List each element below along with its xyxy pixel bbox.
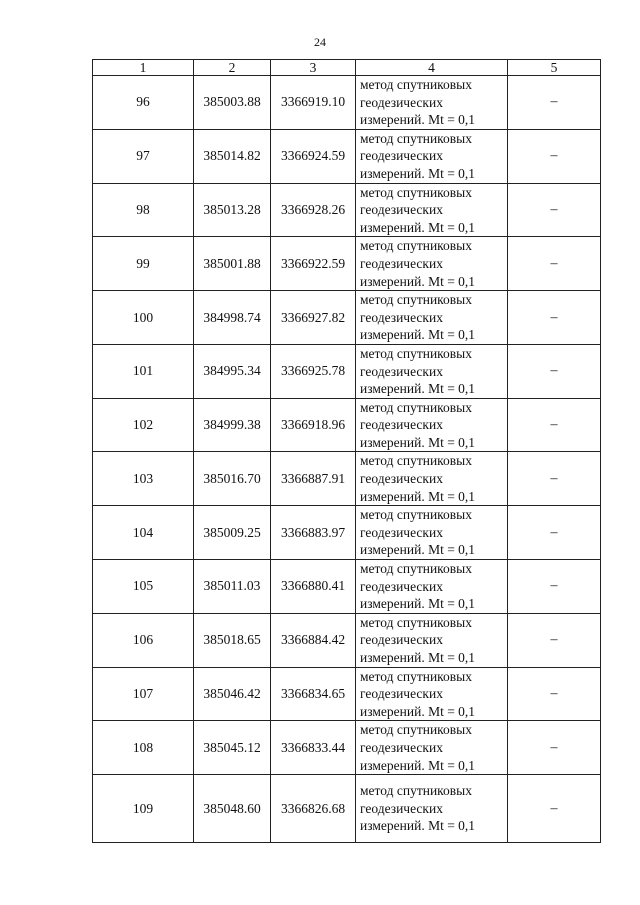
method-line-1: метод спутниковых [360, 238, 472, 254]
point-number-cell: 99 [93, 237, 194, 291]
x-coordinate-cell: 385003.88 [194, 76, 271, 130]
method-line-2: геодезических [360, 739, 443, 755]
method-line-1: метод спутниковых [360, 184, 472, 200]
method-cell [356, 398, 508, 452]
note-cell: – [508, 452, 601, 506]
method-line-2: геодезических [360, 686, 443, 702]
table-row [93, 129, 601, 183]
x-coordinate-cell: 385009.25 [194, 506, 271, 560]
table-row [93, 183, 601, 237]
note-cell: – [508, 775, 601, 843]
page-number: 24 [314, 35, 326, 49]
method-line-3: измерений. Mt = 0,1 [360, 757, 476, 773]
table-row [93, 667, 601, 721]
y-coordinate-cell: 3366927.82 [271, 291, 356, 345]
method-line-2: геодезических [360, 148, 443, 164]
method-cell [356, 452, 508, 506]
point-number-cell: 101 [93, 344, 194, 398]
table-row [93, 506, 601, 560]
column-header-5: 5 [508, 60, 601, 76]
method-cell [356, 129, 508, 183]
note-cell: – [508, 291, 601, 345]
method-line-2: геодезических [360, 363, 443, 379]
method-line-3: измерений. Mt = 0,1 [360, 703, 476, 719]
method-line-2: геодезических [360, 417, 443, 433]
x-coordinate-cell: 385016.70 [194, 452, 271, 506]
method-line-1: метод спутниковых [360, 783, 472, 799]
method-line-3: измерений. Mt = 0,1 [360, 381, 476, 397]
table-row [93, 398, 601, 452]
method-line-3: измерений. Mt = 0,1 [360, 488, 476, 504]
table-row [93, 76, 601, 130]
column-header-4: 4 [356, 60, 508, 76]
method-line-1: метод спутниковых [360, 614, 472, 630]
x-coordinate-cell: 384995.34 [194, 344, 271, 398]
method-line-1: метод спутниковых [360, 507, 472, 523]
method-cell [356, 183, 508, 237]
y-coordinate-cell: 3366883.97 [271, 506, 356, 560]
note-cell: – [508, 237, 601, 291]
table-row [93, 613, 601, 667]
column-header-2: 2 [194, 60, 271, 76]
method-line-3: измерений. Mt = 0,1 [360, 219, 476, 235]
x-coordinate-cell: 384998.74 [194, 291, 271, 345]
method-line-3: измерений. Mt = 0,1 [360, 596, 476, 612]
y-coordinate-cell: 3366925.78 [271, 344, 356, 398]
method-line-3: измерений. Mt = 0,1 [360, 542, 476, 558]
note-cell: – [508, 667, 601, 721]
method-line-2: геодезических [360, 524, 443, 540]
method-line-3: измерений. Mt = 0,1 [360, 650, 476, 665]
coordinates-table [92, 59, 601, 843]
table-row [93, 775, 601, 843]
method-cell [356, 506, 508, 560]
method-line-2: геодезических [360, 800, 443, 816]
y-coordinate-cell: 3366887.91 [271, 452, 356, 506]
note-cell: – [508, 398, 601, 452]
table-header-row [93, 60, 601, 76]
y-coordinate-cell: 3366834.65 [271, 667, 356, 721]
y-coordinate-cell: 3366928.26 [271, 183, 356, 237]
table-row [93, 560, 601, 614]
note-cell: – [508, 613, 601, 667]
method-cell [356, 560, 508, 614]
method-line-1: метод спутниковых [360, 399, 472, 415]
note-cell: – [508, 506, 601, 560]
method-line-1: метод спутниковых [360, 453, 472, 469]
table-row [93, 291, 601, 345]
method-line-2: геодезических [360, 202, 443, 218]
x-coordinate-cell: 385014.82 [194, 129, 271, 183]
note-cell: – [508, 76, 601, 130]
note-cell: – [508, 560, 601, 614]
note-cell: – [508, 129, 601, 183]
method-cell [356, 721, 508, 775]
x-coordinate-cell: 385011.03 [194, 560, 271, 614]
method-line-1: метод спутниковых [360, 722, 472, 738]
point-number-cell: 104 [93, 506, 194, 560]
x-coordinate-cell: 385001.88 [194, 237, 271, 291]
note-cell: – [508, 721, 601, 775]
method-line-2: геодезических [360, 632, 443, 648]
x-coordinate-cell: 385045.12 [194, 721, 271, 775]
method-line-3: измерений. Mt = 0,1 [360, 273, 476, 289]
method-line-1: метод спутниковых [360, 561, 472, 577]
method-line-2: геодезических [360, 94, 443, 110]
method-cell [356, 775, 508, 843]
method-line-1: метод спутниковых [360, 668, 472, 684]
method-cell [356, 237, 508, 291]
method-line-3: измерений. Mt = 0,1 [360, 434, 476, 450]
point-number-cell: 97 [93, 129, 194, 183]
point-number-cell: 109 [93, 775, 194, 843]
y-coordinate-cell: 3366924.59 [271, 129, 356, 183]
method-line-3: измерений. Mt = 0,1 [360, 165, 476, 181]
method-line-3: измерений. Mt = 0,1 [360, 818, 476, 834]
point-number-cell: 103 [93, 452, 194, 506]
x-coordinate-cell: 385046.42 [194, 667, 271, 721]
method-cell [356, 667, 508, 721]
method-line-1: метод спутниковых [360, 292, 472, 308]
method-cell [356, 76, 508, 130]
point-number-cell: 98 [93, 183, 194, 237]
table-row [93, 344, 601, 398]
method-line-1: метод спутниковых [360, 130, 472, 146]
note-cell: – [508, 183, 601, 237]
method-line-3: измерений. Mt = 0,1 [360, 112, 476, 128]
method-line-2: геодезических [360, 309, 443, 325]
method-line-1: метод спутниковых [360, 345, 472, 361]
x-coordinate-cell: 385018.65 [194, 613, 271, 667]
table-row [93, 721, 601, 775]
method-line-1: метод спутниковых [360, 77, 472, 92]
method-line-2: геодезических [360, 578, 443, 594]
column-header-1: 1 [93, 60, 194, 76]
y-coordinate-cell: 3366833.44 [271, 721, 356, 775]
note-cell: – [508, 344, 601, 398]
x-coordinate-cell: 385048.60 [194, 775, 271, 843]
y-coordinate-cell: 3366884.42 [271, 613, 356, 667]
x-coordinate-cell: 385013.28 [194, 183, 271, 237]
method-cell [356, 613, 508, 667]
point-number-cell: 102 [93, 398, 194, 452]
y-coordinate-cell: 3366918.96 [271, 398, 356, 452]
y-coordinate-cell: 3366880.41 [271, 560, 356, 614]
point-number-cell: 107 [93, 667, 194, 721]
table-row [93, 452, 601, 506]
x-coordinate-cell: 384999.38 [194, 398, 271, 452]
y-coordinate-cell: 3366922.59 [271, 237, 356, 291]
y-coordinate-cell: 3366826.68 [271, 775, 356, 843]
point-number-cell: 108 [93, 721, 194, 775]
column-header-3: 3 [271, 60, 356, 76]
point-number-cell: 100 [93, 291, 194, 345]
method-line-2: геодезических [360, 471, 443, 487]
method-cell [356, 344, 508, 398]
point-number-cell: 105 [93, 560, 194, 614]
point-number-cell: 96 [93, 76, 194, 130]
table-body [93, 76, 601, 843]
y-coordinate-cell: 3366919.10 [271, 76, 356, 130]
table-row [93, 237, 601, 291]
method-cell [356, 291, 508, 345]
point-number-cell: 106 [93, 613, 194, 667]
method-line-3: измерений. Mt = 0,1 [360, 327, 476, 343]
method-line-2: геодезических [360, 255, 443, 271]
